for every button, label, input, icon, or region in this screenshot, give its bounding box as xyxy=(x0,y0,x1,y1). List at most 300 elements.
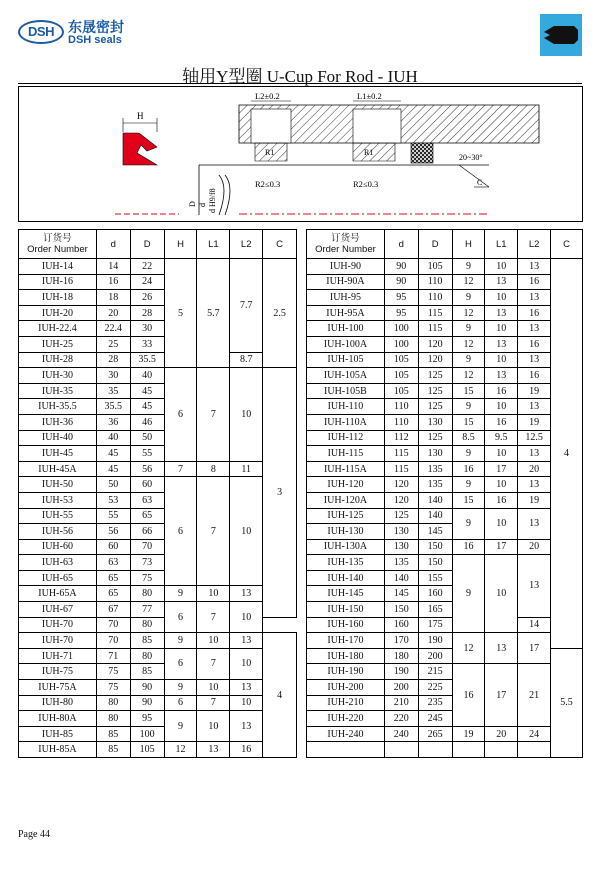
L1-cell: 7 xyxy=(197,368,230,462)
order-number-cell: IUH-36 xyxy=(19,414,97,430)
d-cell: 150 xyxy=(384,602,418,618)
order-number-cell: IUH-30 xyxy=(19,368,97,384)
order-number-cell: IUH-14 xyxy=(19,259,97,275)
H-cell: 16 xyxy=(452,461,485,477)
L2-cell: 13 xyxy=(518,555,551,617)
L1-cell: 13 xyxy=(197,742,230,758)
D-cell: 60 xyxy=(130,477,164,493)
header-D: D xyxy=(130,230,164,259)
L2-cell: 19 xyxy=(518,492,551,508)
d-cell: 65 xyxy=(96,570,130,586)
order-number-cell: IUH-50 xyxy=(19,477,97,493)
D-cell: 225 xyxy=(418,680,452,696)
L2-cell xyxy=(518,742,551,758)
d-cell: 115 xyxy=(384,461,418,477)
L1-cell xyxy=(485,742,518,758)
order-number-cell xyxy=(307,742,385,758)
order-number-cell: IUH-115 xyxy=(307,446,385,462)
order-number-cell: IUH-95A xyxy=(307,305,385,321)
L2-cell: 21 xyxy=(518,664,551,726)
L1-cell: 7 xyxy=(197,695,230,711)
L2-cell: 13 xyxy=(518,508,551,539)
D-cell: 66 xyxy=(130,524,164,540)
D-cell: 265 xyxy=(418,726,452,742)
L1-cell: 10 xyxy=(197,680,230,696)
table-row xyxy=(19,352,297,368)
label-l1: L1±0.2 xyxy=(357,91,382,101)
d-cell: 145 xyxy=(384,586,418,602)
D-cell: 28 xyxy=(130,305,164,321)
order-number-cell: IUH-120A xyxy=(307,492,385,508)
d-cell: 20 xyxy=(96,305,130,321)
table-row xyxy=(307,617,583,633)
d-cell: 115 xyxy=(384,446,418,462)
d-cell: 60 xyxy=(96,539,130,555)
seal-section-drawing xyxy=(115,111,179,214)
D-cell: 190 xyxy=(418,633,452,649)
label-r2-right: R2≤0.3 xyxy=(353,179,379,189)
d-cell: 90 xyxy=(384,259,418,275)
d-cell: 240 xyxy=(384,726,418,742)
H-cell: 19 xyxy=(452,726,485,742)
L1-cell: 13 xyxy=(485,368,518,384)
L2-cell: 7.7 xyxy=(230,259,263,353)
table-row xyxy=(307,492,583,508)
H-cell: 9 xyxy=(164,680,197,696)
L1-cell: 7 xyxy=(197,602,230,633)
d-cell: 53 xyxy=(96,492,130,508)
D-cell: 65 xyxy=(130,508,164,524)
d-cell: 105 xyxy=(384,368,418,384)
d-cell: 110 xyxy=(384,399,418,415)
D-cell: 125 xyxy=(418,430,452,446)
order-number-cell: IUH-115A xyxy=(307,461,385,477)
L2-cell: 16 xyxy=(518,274,551,290)
L1-cell: 16 xyxy=(485,492,518,508)
d-cell: 120 xyxy=(384,477,418,493)
d-cell: 35 xyxy=(96,383,130,399)
order-number-cell: IUH-140 xyxy=(307,570,385,586)
d-cell: 110 xyxy=(384,414,418,430)
L2-cell: 8.7 xyxy=(230,352,263,368)
H-cell: 9 xyxy=(164,586,197,602)
d-cell: 75 xyxy=(96,680,130,696)
L1-cell: 10 xyxy=(197,711,230,742)
d-cell: 120 xyxy=(384,492,418,508)
H-cell: 6 xyxy=(164,695,197,711)
H-cell: 15 xyxy=(452,383,485,399)
header-H: H xyxy=(452,230,485,259)
L2-cell: 13 xyxy=(518,352,551,368)
d-cell: 125 xyxy=(384,508,418,524)
table-row xyxy=(307,477,583,493)
seal-profile-icon xyxy=(540,14,582,56)
table-header-row xyxy=(307,230,583,259)
d-cell: 67 xyxy=(96,602,130,618)
L2-cell: 16 xyxy=(518,336,551,352)
C-cell: 3 xyxy=(263,368,297,618)
H-cell: 6 xyxy=(164,477,197,586)
D-cell: 200 xyxy=(418,648,452,664)
d-cell: 65 xyxy=(96,586,130,602)
d-cell: 160 xyxy=(384,617,418,633)
label-big-d: D xyxy=(188,201,197,207)
D-cell: 150 xyxy=(418,555,452,571)
table-row xyxy=(307,446,583,462)
header-C: C xyxy=(263,230,297,259)
header-order-cn: 订货号 xyxy=(43,233,72,244)
C-cell: 4 xyxy=(263,633,297,758)
L1-cell: 13 xyxy=(485,305,518,321)
L1-cell: 10 xyxy=(485,259,518,275)
d-cell: 45 xyxy=(96,446,130,462)
label-l2: L2±0.2 xyxy=(255,91,280,101)
L1-cell: 13 xyxy=(485,336,518,352)
d-cell: 105 xyxy=(384,352,418,368)
L1-cell: 16 xyxy=(485,414,518,430)
header-L2: L2 xyxy=(230,230,263,259)
D-cell: 125 xyxy=(418,383,452,399)
d-cell: 56 xyxy=(96,524,130,540)
L2-cell: 13 xyxy=(230,680,263,696)
D-cell: 115 xyxy=(418,321,452,337)
header-order-en: Order Number xyxy=(27,244,88,255)
D-cell: 145 xyxy=(418,524,452,540)
table-row xyxy=(307,414,583,430)
L1-cell: 10 xyxy=(197,586,230,602)
table-row xyxy=(307,399,583,415)
d-cell: 90 xyxy=(384,274,418,290)
table-row xyxy=(19,742,297,758)
order-number-cell: IUH-18 xyxy=(19,290,97,306)
table-row xyxy=(19,461,297,477)
L1-cell: 13 xyxy=(485,633,518,664)
order-number-cell: IUH-16 xyxy=(19,274,97,290)
D-cell: 55 xyxy=(130,446,164,462)
L2-cell: 10 xyxy=(230,648,263,679)
H-cell: 8.5 xyxy=(452,430,485,446)
L2-cell: 10 xyxy=(230,602,263,633)
header-H: H xyxy=(164,230,197,259)
order-number-cell: IUH-100A xyxy=(307,336,385,352)
H-cell: 9 xyxy=(452,555,485,633)
L2-cell: 13 xyxy=(230,711,263,742)
d-cell: 18 xyxy=(96,290,130,306)
order-number-cell: IUH-105 xyxy=(307,352,385,368)
d-cell: 70 xyxy=(96,617,130,633)
d-cell: 36 xyxy=(96,414,130,430)
d-cell: 70 xyxy=(96,633,130,649)
header-d: d xyxy=(96,230,130,259)
order-number-cell: IUH-60 xyxy=(19,539,97,555)
L1-cell: 10 xyxy=(197,633,230,649)
d-cell: 80 xyxy=(96,695,130,711)
order-number-cell: IUH-90 xyxy=(307,259,385,275)
D-cell: 120 xyxy=(418,336,452,352)
L1-cell: 10 xyxy=(485,446,518,462)
d-cell: 130 xyxy=(384,539,418,555)
label-r2-left: R2≤0.3 xyxy=(255,179,281,189)
order-number-cell: IUH-105A xyxy=(307,368,385,384)
groove-assembly-drawing xyxy=(188,91,539,215)
L1-cell: 10 xyxy=(485,508,518,539)
table-row xyxy=(19,602,297,618)
L2-cell: 24 xyxy=(518,726,551,742)
d-cell: 135 xyxy=(384,555,418,571)
D-cell: 45 xyxy=(130,399,164,415)
table-row xyxy=(307,742,583,758)
D-cell: 125 xyxy=(418,399,452,415)
label-h: H xyxy=(137,111,144,121)
d-cell: 100 xyxy=(384,321,418,337)
C-cell: 2.5 xyxy=(263,259,297,368)
D-cell: 56 xyxy=(130,461,164,477)
d-cell: 85 xyxy=(96,742,130,758)
table-row xyxy=(19,695,297,711)
drawing-svg xyxy=(19,87,584,223)
L1-cell: 17 xyxy=(485,539,518,555)
d-cell: 55 xyxy=(96,508,130,524)
H-cell: 7 xyxy=(164,461,197,477)
d-cell: 63 xyxy=(96,555,130,571)
table-row xyxy=(307,539,583,555)
D-cell: 85 xyxy=(130,664,164,680)
D-cell: 115 xyxy=(418,305,452,321)
d-cell: 50 xyxy=(96,477,130,493)
spec-table-left xyxy=(18,229,297,758)
L1-cell: 7 xyxy=(197,477,230,586)
L2-cell: 13 xyxy=(518,290,551,306)
D-cell: 105 xyxy=(418,259,452,275)
order-number-cell: IUH-110A xyxy=(307,414,385,430)
H-cell: 16 xyxy=(452,539,485,555)
d-cell: 210 xyxy=(384,695,418,711)
order-number-cell: IUH-53 xyxy=(19,492,97,508)
L1-cell: 13 xyxy=(485,274,518,290)
d-cell: 25 xyxy=(96,336,130,352)
order-number-cell: IUH-220 xyxy=(307,711,385,727)
H-cell: 15 xyxy=(452,492,485,508)
table-row xyxy=(307,430,583,446)
L2-cell: 16 xyxy=(518,368,551,384)
order-number-cell: IUH-105B xyxy=(307,383,385,399)
H-cell: 12 xyxy=(452,305,485,321)
d-cell: 180 xyxy=(384,648,418,664)
D-cell: 50 xyxy=(130,430,164,446)
L2-cell: 13 xyxy=(518,321,551,337)
d-cell: 80 xyxy=(96,711,130,727)
H-cell: 9 xyxy=(452,290,485,306)
table-row xyxy=(307,290,583,306)
table-row xyxy=(19,477,297,493)
table-row xyxy=(19,680,297,696)
L2-cell: 16 xyxy=(518,305,551,321)
table-body-left xyxy=(19,259,297,758)
D-cell: 110 xyxy=(418,290,452,306)
d-cell: 45 xyxy=(96,461,130,477)
d-cell: 200 xyxy=(384,680,418,696)
C-cell: 4 xyxy=(551,259,583,649)
H-cell: 9 xyxy=(452,259,485,275)
D-cell: 130 xyxy=(418,414,452,430)
L1-cell: 10 xyxy=(485,321,518,337)
H-cell: 16 xyxy=(452,664,485,726)
label-r1-left: R1 xyxy=(265,148,275,157)
H-cell: 6 xyxy=(164,602,197,633)
page-title: 轴用Y型圈 U-Cup For Rod - IUH xyxy=(182,67,418,86)
D-cell: 135 xyxy=(418,461,452,477)
d-cell: 112 xyxy=(384,430,418,446)
d-cell xyxy=(384,742,418,758)
order-number-cell: IUH-56 xyxy=(19,524,97,540)
L1-cell: 17 xyxy=(485,461,518,477)
L2-cell: 13 xyxy=(518,259,551,275)
H-cell: 12 xyxy=(452,336,485,352)
order-number-cell: IUH-80A xyxy=(19,711,97,727)
table-row xyxy=(307,336,583,352)
header-order-en: Order Number xyxy=(315,244,376,255)
table-row xyxy=(307,352,583,368)
d-cell: 220 xyxy=(384,711,418,727)
L2-cell: 16 xyxy=(230,742,263,758)
D-cell: 80 xyxy=(130,648,164,664)
label-c: C xyxy=(477,178,483,187)
d-cell: 85 xyxy=(96,726,130,742)
D-cell: 35.5 xyxy=(130,352,164,368)
order-number-cell: IUH-45A xyxy=(19,461,97,477)
order-number-cell: IUH-125 xyxy=(307,508,385,524)
D-cell: 140 xyxy=(418,508,452,524)
order-number-cell: IUH-130 xyxy=(307,524,385,540)
D-cell: 110 xyxy=(418,274,452,290)
order-number-cell: IUH-100 xyxy=(307,321,385,337)
order-number-cell: IUH-70 xyxy=(19,633,97,649)
order-number-cell: IUH-120 xyxy=(307,477,385,493)
H-cell: 9 xyxy=(452,508,485,539)
D-cell: 30 xyxy=(130,321,164,337)
order-number-cell: IUH-63 xyxy=(19,555,97,571)
C-cell: 5.5 xyxy=(551,648,583,757)
order-number-cell: IUH-150 xyxy=(307,602,385,618)
order-number-cell: IUH-110 xyxy=(307,399,385,415)
D-cell: 90 xyxy=(130,695,164,711)
H-cell: 12 xyxy=(452,274,485,290)
H-cell: 9 xyxy=(452,352,485,368)
header-d: d xyxy=(384,230,418,259)
page-number: Page 44 xyxy=(18,829,50,840)
table-row xyxy=(307,274,583,290)
L2-cell: 13 xyxy=(518,399,551,415)
D-cell: 33 xyxy=(130,336,164,352)
H-cell: 9 xyxy=(452,446,485,462)
L1-cell: 10 xyxy=(485,399,518,415)
order-number-cell: IUH-80 xyxy=(19,695,97,711)
D-cell: 235 xyxy=(418,695,452,711)
table-row xyxy=(307,508,583,524)
L2-cell: 10 xyxy=(230,695,263,711)
L2-cell: 12.5 xyxy=(518,430,551,446)
d-cell: 22.4 xyxy=(96,321,130,337)
header-L2: L2 xyxy=(518,230,551,259)
D-cell: 90 xyxy=(130,680,164,696)
H-cell: 15 xyxy=(452,414,485,430)
L1-cell: 5.7 xyxy=(197,259,230,368)
L1-cell: 17 xyxy=(485,664,518,726)
D-cell: 24 xyxy=(130,274,164,290)
D-cell: 215 xyxy=(418,664,452,680)
L2-cell: 13 xyxy=(230,586,263,602)
D-cell: 130 xyxy=(418,446,452,462)
label-small-d: d xyxy=(198,203,207,207)
D-cell: 150 xyxy=(418,539,452,555)
H-cell: 6 xyxy=(164,368,197,462)
D-cell: 45 xyxy=(130,383,164,399)
table-row xyxy=(307,259,583,275)
L2-cell: 14 xyxy=(518,617,551,633)
L1-cell: 10 xyxy=(485,477,518,493)
d-cell: 140 xyxy=(384,570,418,586)
header-D: D xyxy=(418,230,452,259)
header-L1: L1 xyxy=(197,230,230,259)
H-cell: 9 xyxy=(164,711,197,742)
order-number-cell: IUH-170 xyxy=(307,633,385,649)
D-cell: 125 xyxy=(418,368,452,384)
L2-cell: 10 xyxy=(230,368,263,462)
order-number-cell: IUH-95 xyxy=(307,290,385,306)
D-cell: 140 xyxy=(418,492,452,508)
order-number-cell: IUH-210 xyxy=(307,695,385,711)
L2-cell: 17 xyxy=(518,633,551,664)
order-number-cell: IUH-85 xyxy=(19,726,97,742)
table-row xyxy=(307,664,583,680)
L1-cell: 10 xyxy=(485,555,518,633)
header-L1: L1 xyxy=(485,230,518,259)
D-cell: 100 xyxy=(130,726,164,742)
table-body-right xyxy=(307,259,583,758)
order-number-cell: IUH-135 xyxy=(307,555,385,571)
D-cell: 80 xyxy=(130,617,164,633)
d-cell: 14 xyxy=(96,259,130,275)
L1-cell: 8 xyxy=(197,461,230,477)
order-number-cell: IUH-28 xyxy=(19,352,97,368)
table-row xyxy=(307,555,583,571)
D-cell: 63 xyxy=(130,492,164,508)
D-cell: 105 xyxy=(130,742,164,758)
seal-red-profile xyxy=(123,133,157,165)
technical-drawing xyxy=(18,86,583,222)
table-row xyxy=(307,305,583,321)
order-number-cell: IUH-35.5 xyxy=(19,399,97,415)
order-number-cell: IUH-20 xyxy=(19,305,97,321)
H-cell: 9 xyxy=(452,399,485,415)
L1-cell: 10 xyxy=(485,290,518,306)
d-cell: 71 xyxy=(96,648,130,664)
order-number-cell: IUH-55 xyxy=(19,508,97,524)
order-number-cell: IUH-67 xyxy=(19,602,97,618)
table-row xyxy=(19,711,297,727)
L2-cell: 13 xyxy=(518,446,551,462)
order-number-cell: IUH-65A xyxy=(19,586,97,602)
order-number-cell: IUH-75 xyxy=(19,664,97,680)
label-fit: d H9/f8 xyxy=(208,188,217,213)
logo-english: DSH seals xyxy=(68,34,122,46)
order-number-cell: IUH-71 xyxy=(19,648,97,664)
order-number-cell: IUH-180 xyxy=(307,648,385,664)
D-cell: 70 xyxy=(130,539,164,555)
title-divider xyxy=(18,83,582,84)
D-cell: 80 xyxy=(130,586,164,602)
logo-chinese: 东晟密封 xyxy=(68,20,124,36)
